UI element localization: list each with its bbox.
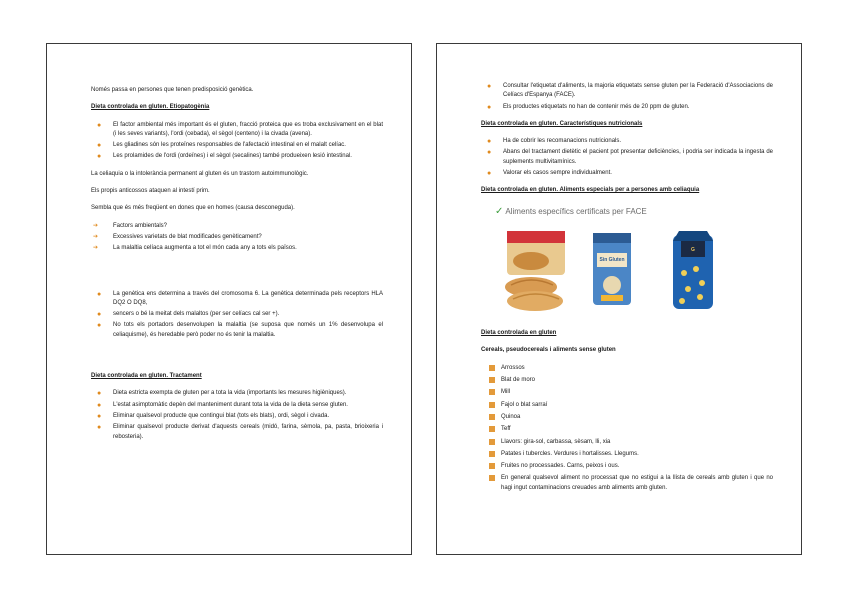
paragraph: Els propis anticossos ataquen al intestí prim.	[91, 188, 210, 195]
list-item: Arrossos	[481, 364, 773, 373]
square-bullet-icon	[489, 439, 495, 445]
list-item: ● Eliminar qualsevol producte que contingui blat (tots els blats), ordi, sègol i civada.	[91, 412, 383, 421]
bread-package-image	[501, 227, 569, 313]
section-heading: Dieta controlada en gluten. Característiques nutricionals	[481, 120, 643, 127]
document-page-left	[46, 43, 412, 555]
intro-paragraph: Només passa en persones que tenen predisposició genètica.	[91, 87, 254, 93]
arrow-icon: ➔	[93, 245, 99, 252]
bullet-list	[481, 82, 773, 112]
bullet-list	[91, 389, 383, 441]
bullet-icon: ●	[487, 149, 492, 157]
list-item: Mill	[481, 388, 773, 397]
svg-text:G: G	[691, 247, 695, 254]
arrow-icon: ➔	[93, 233, 99, 240]
list-item: ● Consultar l'etiquetat d'aliments, la majoria etiquetats sense gluten per la Federació d'Associacions de Celíacs d'Espanya (FACE).	[487, 83, 773, 99]
square-bullet-icon	[489, 402, 495, 408]
list-item: ● L'estat asimptomàtic depèn del manteniment durant tota la vida de la dieta sense gluten.	[91, 401, 383, 410]
list-item: ● sencers o bé la meitat dels malaltos (per ser celíacs cal ser +).	[91, 310, 383, 319]
list-item: ● Eliminar qualsevol producte derivat d'aquests cereals (midó, farina, sèmola, pa, pasta, brioixeria i rebosteria).	[97, 424, 383, 440]
page-content	[481, 82, 773, 501]
bullet-icon: ●	[97, 311, 102, 319]
square-bullet-icon	[489, 426, 495, 432]
list-item: Llavors: gira-sol, carbassa, sèsam, lli, xia	[481, 438, 773, 447]
bullet-icon: ●	[487, 103, 492, 111]
section-heading: Dieta controlada en gluten	[481, 330, 557, 337]
bullet-icon: ●	[97, 401, 102, 409]
list-item: ● No tots els portadors desenvolupen la malaltia (se suposa que només un 1% desenvolupa el celiaquisme), és heredable però poder no és tenir la malaltia.	[97, 322, 383, 338]
list-item: Patates i tubercles. Verdures i hortalisses. Llegums.	[481, 450, 773, 459]
arrow-icon: ➔	[93, 222, 99, 229]
checkmark-icon: ✓	[495, 205, 504, 217]
bullet-icon: ●	[97, 424, 102, 432]
bullet-icon: ●	[97, 290, 102, 298]
square-bullet-icon	[489, 451, 495, 457]
bullet-icon: ●	[487, 170, 492, 178]
bullet-icon: ●	[487, 83, 492, 90]
product-images	[481, 227, 773, 317]
document-page-right	[436, 43, 802, 555]
list-item: En general qualsevol aliment no processat que no estigui a la llista de cereals amb gluten i que no hagi ingut contaminacions creuades amb aliments amb gluten.	[481, 474, 773, 493]
list-item: Fajol o blat sarraí	[481, 401, 773, 410]
bullet-icon: ●	[97, 322, 102, 330]
bullet-icon: ●	[97, 121, 102, 129]
page-content	[91, 86, 383, 450]
section-heading: Dieta controlada en gluten. Etiopatogènia	[91, 104, 210, 111]
list-item: ● Ha de cobrir les recomanacions nutricionals.	[481, 137, 773, 146]
list-item: ➔ Factors ambientals?	[91, 222, 383, 231]
square-bullet-icon	[489, 475, 495, 481]
paragraph: Sembla que és més freqüent en dones que en homes (causa desconeguda).	[91, 205, 295, 212]
list-item: ● Dieta estricta exempta de gluten per a tota la vida (importants les mesures higièniques).	[91, 389, 383, 398]
bullet-list	[481, 137, 773, 178]
list-item: ● Valorar els casos sempre individualment.	[481, 169, 773, 178]
bullet-list	[91, 290, 383, 340]
list-item: Quinoa	[481, 413, 773, 422]
square-bullet-icon	[489, 377, 495, 383]
list-item: Fruites no processades. Carns, peixos i ous.	[481, 462, 773, 471]
list-item: Teff	[481, 425, 773, 434]
square-bullet-icon	[489, 389, 495, 395]
face-banner: ✓ Aliments específics certificats per FACE	[495, 205, 647, 217]
square-bullet-icon	[489, 463, 495, 469]
section-heading: Dieta controlada en gluten. Tractament	[91, 373, 202, 380]
square-bullet-icon	[489, 414, 495, 420]
paragraph: La celiaquia o la intolerància permanent al gluten és un trastorn autoimmunològic.	[91, 170, 309, 177]
list-item: ● El factor ambiental més important és el gluten, fracció proteica que es troba exclusivament en el blat (i les seves variants), l'ordi (cebada), el sègol (centeno) i la civada (avena).	[97, 121, 383, 137]
gluten-free-package-image	[591, 231, 633, 307]
bullet-icon: ●	[97, 153, 102, 161]
list-item: ➔ Excessives varietats de blat modificades genèticament?	[91, 233, 383, 242]
food-list	[481, 364, 773, 493]
package-label: Sin Gluten	[599, 257, 625, 264]
bullet-icon: ●	[97, 412, 102, 420]
pasta-package-image	[671, 227, 715, 311]
bullet-icon: ●	[487, 138, 492, 146]
bullet-icon: ●	[97, 142, 102, 150]
square-bullet-icon	[489, 365, 495, 371]
arrow-list	[91, 222, 383, 254]
section-heading: Dieta controlada en gluten. Aliments especials per a persones amb celiaquia	[481, 187, 700, 194]
bullet-list	[91, 121, 383, 162]
list-item: ● Les prolamides de l'ordi (ordeïnes) i el sègol (secalines) també produeixen lesió intestinal.	[91, 152, 383, 161]
bullet-icon: ●	[97, 390, 102, 398]
list-item: Blat de moro	[481, 376, 773, 385]
subheading: Cereals, pseudocereals i aliments sense gluten	[481, 347, 616, 354]
list-item: ➔ La malaltia celíaca augmenta a tot el món cada any a tots els països.	[91, 244, 383, 253]
list-item: ● La genètica ens determina a través del cromosoma 6. La genètica determinada pels receptors HLA DQ2 O DQ8,	[97, 290, 383, 306]
list-item: ● Les gliadines són les proteïnes responsables de l'afectació intestinal en el malalt celíac.	[91, 141, 383, 150]
list-item: ● Els productes etiquetats no han de contenir més de 20 ppm de gluten.	[481, 103, 773, 112]
list-item: ● Abans del tractament dietètic el pacient pot presentar deficiències, i podria ser indicada la ingesta de suplements multivitamínics.	[487, 149, 773, 165]
